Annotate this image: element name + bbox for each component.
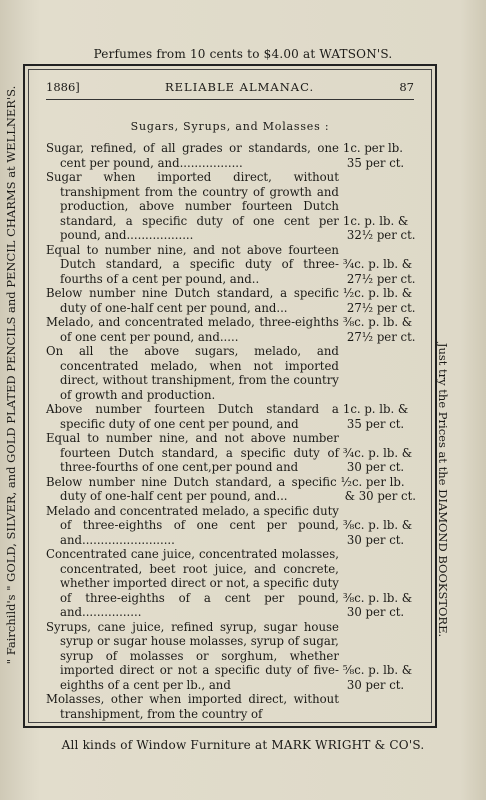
duty-rate: & 30 per ct. (344, 489, 416, 503)
header-title: RELIABLE ALMANAC. (165, 80, 315, 94)
tariff-entries (46, 141, 416, 721)
entry-text: Molasses, other when imported direct, without transhipment, from the country of (46, 692, 339, 721)
entry-rates (339, 315, 416, 344)
tariff-entry (46, 547, 416, 620)
entry-rates (339, 286, 416, 315)
entry-text: Below number nine Dutch standard, a specific duty of one-half cent per pound, and... (46, 286, 339, 315)
duty-rate: ⅜c. p. lb. & (342, 518, 413, 532)
tariff-entry (46, 620, 416, 693)
duty-rate: 35 per ct. (346, 155, 405, 170)
duty-rate: 27½ per ct. (346, 300, 416, 315)
entry-text: Syrups, cane juice, refined syrup, sugar house syrup or sugar house molasses, syrup of sugar, syrup of molasses or sorghum, whether imported direct or not a specific duty of five-eighths of a cent per lb., and (46, 619, 339, 692)
tariff-entry (46, 141, 416, 170)
duty-rate: 1c. per lb. (342, 141, 403, 155)
duty-rate: 30 per ct. (346, 677, 405, 692)
entry-text: Sugar when imported direct, without transhipment from the country of growth and production, above number fourteen Dutch standard, a specific duty of one cent per pound, and.................. (46, 170, 339, 242)
header-year: 1886] (46, 80, 80, 94)
entry-text: On all the above sugars, melado, and concentrated melado, when not imported direct, without transhipment, from the country of growth and production. (46, 344, 339, 402)
duty-rate: 27½ per ct. (346, 271, 416, 286)
duty-rate: ⅜c. p. lb. & (342, 315, 413, 329)
entry-text: Sugar, refined, of all grades or standards, one cent per pound, and................. (46, 141, 339, 170)
duty-rate: 32½ per ct. (346, 228, 416, 242)
tariff-entry (46, 402, 416, 431)
duty-rate: ½c. per lb. (340, 474, 405, 489)
top-advertisement: Perfumes from 10 cents to $4.00 at WATSON'S. (93, 47, 393, 61)
entry-rates (339, 663, 416, 692)
tariff-entry (46, 243, 416, 287)
right-margin-advertisement: Just try the Prices at the DIAMOND BOOKSTORE. (436, 342, 450, 638)
duty-rate: 30 per ct. (346, 605, 405, 619)
entry-rates (339, 446, 416, 475)
duty-rate: ¾c. p. lb. & (342, 257, 413, 271)
duty-rate: ⅜c. p. lb. & (342, 590, 413, 605)
tariff-entry (46, 344, 416, 402)
entry-rates (337, 475, 416, 504)
tariff-entry (46, 692, 416, 721)
entry-text: Above number fourteen Dutch standard a specific duty of one cent per pound, and (46, 402, 339, 431)
bottom-advertisement: All kinds of Window Furniture at MARK WRIGHT & CO'S. (61, 738, 425, 752)
entry-rates (339, 214, 416, 243)
left-margin-advertisement: " Fairchild's " GOLD, SILVER, and GOLD PLATED PENCILS and PENCIL CHARMS at WELLNER'S. (4, 85, 18, 665)
entry-text: Melado and concentrated melado, a specific duty of three-eighths of one cent per pound, and......................... (46, 503, 339, 547)
tariff-entry (46, 170, 416, 243)
entry-text: Below number nine Dutch standard, a specific duty of one-half cent per pound, and... (46, 474, 337, 503)
running-head (46, 80, 414, 94)
entry-text: Equal to number nine, and not above fourteen Dutch standard, a specific duty of three-fourths of a cent per pound, and.. (46, 242, 339, 286)
tariff-entry (46, 315, 416, 344)
duty-rate: ⅝c. p. lb. & (342, 663, 413, 677)
duty-rate: 27½ per ct. (346, 329, 416, 344)
entry-rates (339, 591, 416, 620)
entry-rates (339, 141, 416, 170)
duty-rate: 35 per ct. (346, 416, 405, 431)
tariff-entry (46, 504, 416, 548)
tariff-entry (46, 286, 416, 315)
duty-rate: 30 per ct. (346, 532, 405, 547)
duty-rate: ¾c. p. lb. & (342, 445, 413, 460)
duty-rate: ½c. p. lb. & (342, 286, 413, 300)
header-rule (46, 99, 414, 100)
tariff-entry (46, 431, 416, 475)
duty-rate: 30 per ct. (346, 460, 405, 474)
entry-rates (339, 402, 416, 431)
entry-text: Equal to number nine, and not above number fourteen Dutch standard, a specific duty of three-fourths of one cent,per pound and (46, 431, 339, 474)
section-title: Sugars, Syrups, and Molasses : (130, 120, 330, 133)
duty-rate: 1c. p. lb. & (342, 402, 409, 416)
entry-text: Melado, and concentrated melado, three-eighths of one cent per pound, and..... (46, 315, 339, 344)
duty-rate: 1c. p. lb. & (342, 213, 409, 228)
entry-rates (339, 257, 416, 286)
page-number: 87 (399, 80, 414, 94)
entry-text: Concentrated cane juice, concentrated molasses, concentrated, beet root juice, and concrete, whether imported direct or not, a specific duty of three-eighths of a cent per pound, and................ (46, 547, 339, 619)
tariff-entry (46, 475, 416, 504)
entry-rates (339, 518, 416, 547)
